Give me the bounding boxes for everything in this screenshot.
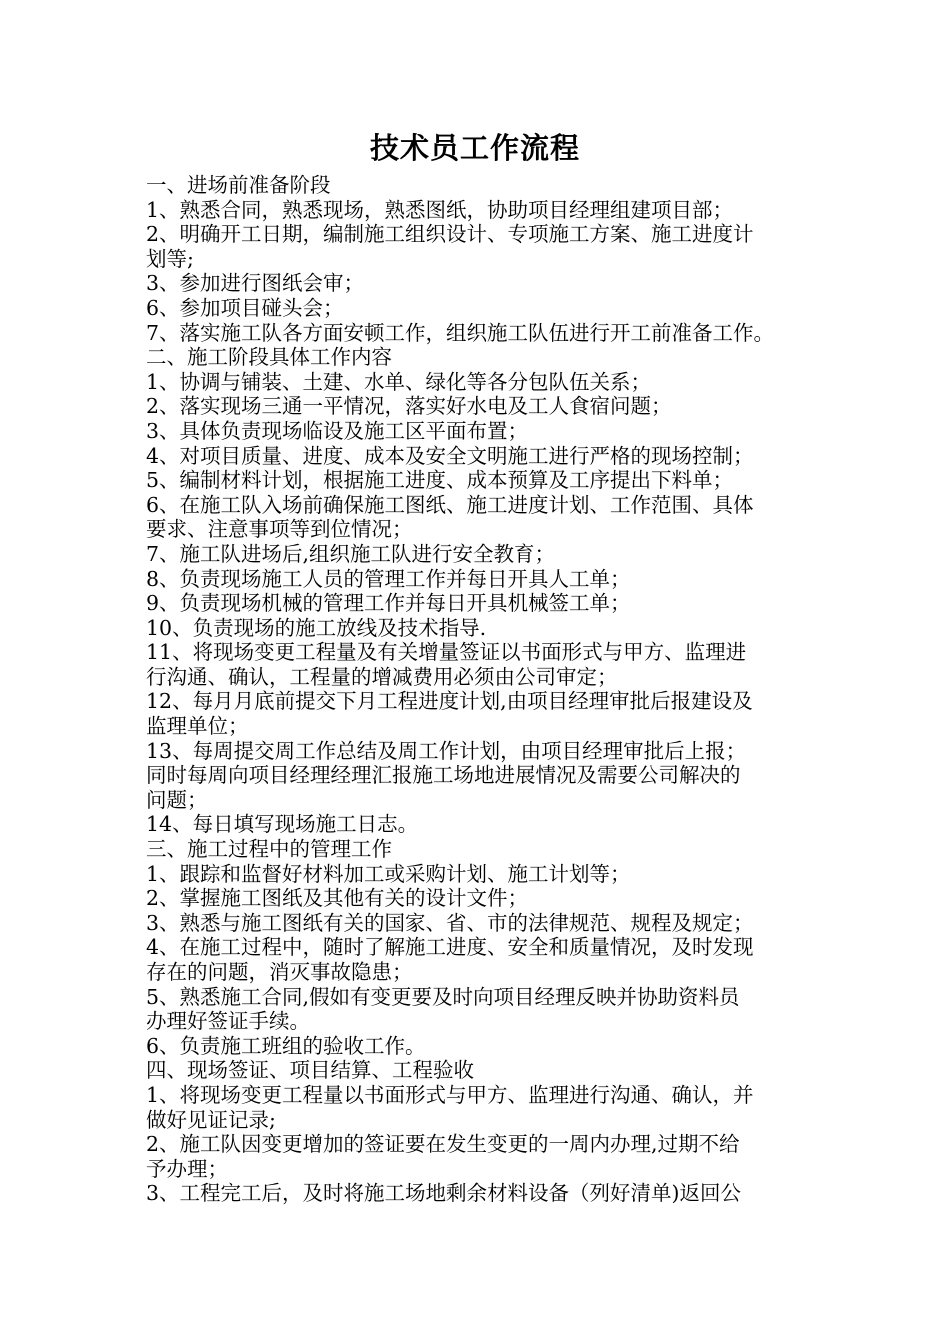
text-line: 10、负责现场的施工放线及技术指导. bbox=[146, 615, 487, 640]
text-line: 3、熟悉与施工图纸有关的国家、省、市的法律规范、规程及规定； bbox=[146, 910, 754, 935]
text-line: 做好见证记录; bbox=[146, 1107, 276, 1132]
text-line: 二、施工阶段具体工作内容 bbox=[146, 345, 392, 370]
text-line: 6、在施工队入场前确保施工图纸、施工进度计划、工作范围、具体 bbox=[146, 492, 754, 517]
text-line: 11、将现场变更工程量及有关增量签证以书面形式与甲方、监理进 bbox=[146, 640, 747, 665]
text-line: 1、协调与铺装、土建、水单、绿化等各分包队伍关系； bbox=[146, 369, 652, 394]
text-line: 2、明确开工日期，编制施工组织设计、专项施工方案、施工进度计 bbox=[146, 222, 754, 247]
text-line: 1、跟踪和监督好材料加工或采购计划、施工计划等； bbox=[146, 861, 631, 886]
text-line: 2、施工队因变更增加的签证要在发生变更的一周内办理,过期不给 bbox=[146, 1132, 740, 1157]
text-line: 3、具体负责现场临设及施工区平面布置； bbox=[146, 418, 529, 443]
text-line: 7、施工队进场后,组织施工队进行安全教育； bbox=[146, 541, 556, 566]
text-line: 5、编制材料计划，根据施工进度、成本预算及工序提出下料单； bbox=[146, 468, 734, 493]
text-line: 1、熟悉合同，熟悉现场，熟悉图纸，协助项目经理组建项目部； bbox=[146, 197, 734, 222]
text-line: 存在的问题，消灭事故隐患； bbox=[146, 960, 413, 984]
text-line: 同时每周向项目经理经理汇报施工场地进展情况及需要公司解决的 bbox=[146, 763, 741, 788]
text-line: 2、落实现场三通一平情况，落实好水电及工人食宿问题； bbox=[146, 394, 672, 419]
text-line: 8、负责现场施工人员的管理工作并每日开具人工单； bbox=[146, 566, 631, 591]
text-line: 5、熟悉施工合同,假如有变更要及时向项目经理反映并协助资料员 bbox=[146, 984, 740, 1009]
text-line: 4、对项目质量、进度、成本及安全文明施工进行严格的现场控制； bbox=[146, 443, 754, 468]
text-line: 6、负责施工班组的验收工作。 bbox=[146, 1033, 426, 1058]
text-line: 行沟通、确认，工程量的增减费用必须由公司审定； bbox=[146, 664, 618, 689]
text-line: 7、落实施工队各方面安顿工作，组织施工队伍进行开工前准备工作。 bbox=[146, 320, 775, 345]
text-line: 1、将现场变更工程量以书面形式与甲方、监理进行沟通、确认，并 bbox=[146, 1082, 754, 1107]
text-line: 9、负责现场机械的管理工作并每日开具机械签工单； bbox=[146, 591, 631, 616]
text-line: 问题； bbox=[146, 787, 208, 812]
text-line: 要求、注意事项等到位情况； bbox=[146, 517, 413, 542]
text-line: 13、每周提交周工作总结及周工作计划，由项目经理审批后上报； bbox=[146, 738, 747, 763]
text-line: 办理好签证手续。 bbox=[146, 1009, 310, 1034]
text-line: 监理单位； bbox=[146, 714, 249, 739]
text-line: 4、在施工过程中，随时了解施工进度、安全和质量情况，及时发现 bbox=[146, 935, 754, 960]
text-line: 予办理； bbox=[146, 1156, 228, 1181]
text-line: 14、每日填写现场施工日志。 bbox=[146, 812, 419, 837]
document-body bbox=[146, 173, 818, 1206]
text-line: 三、施工过程中的管理工作 bbox=[146, 837, 392, 862]
text-line: 一、进场前准备阶段 bbox=[146, 173, 331, 197]
text-line: 12、每月月底前提交下月工程进度计划,由项目经理审批后报建设及 bbox=[146, 689, 753, 714]
text-line: 划等; bbox=[146, 246, 194, 271]
document-title: 技术员工作流程 bbox=[369, 131, 580, 165]
text-line: 2、掌握施工图纸及其他有关的设计文件； bbox=[146, 886, 529, 911]
text-line: 3、参加进行图纸会审； bbox=[146, 271, 365, 296]
text-line: 3、工程完工后，及时将施工场地剩余材料设备（列好清单)返回公 bbox=[146, 1181, 742, 1206]
text-line: 四、现场签证、项目结算、工程验收 bbox=[146, 1058, 474, 1083]
text-line: 6、参加项目碰头会； bbox=[146, 295, 344, 320]
